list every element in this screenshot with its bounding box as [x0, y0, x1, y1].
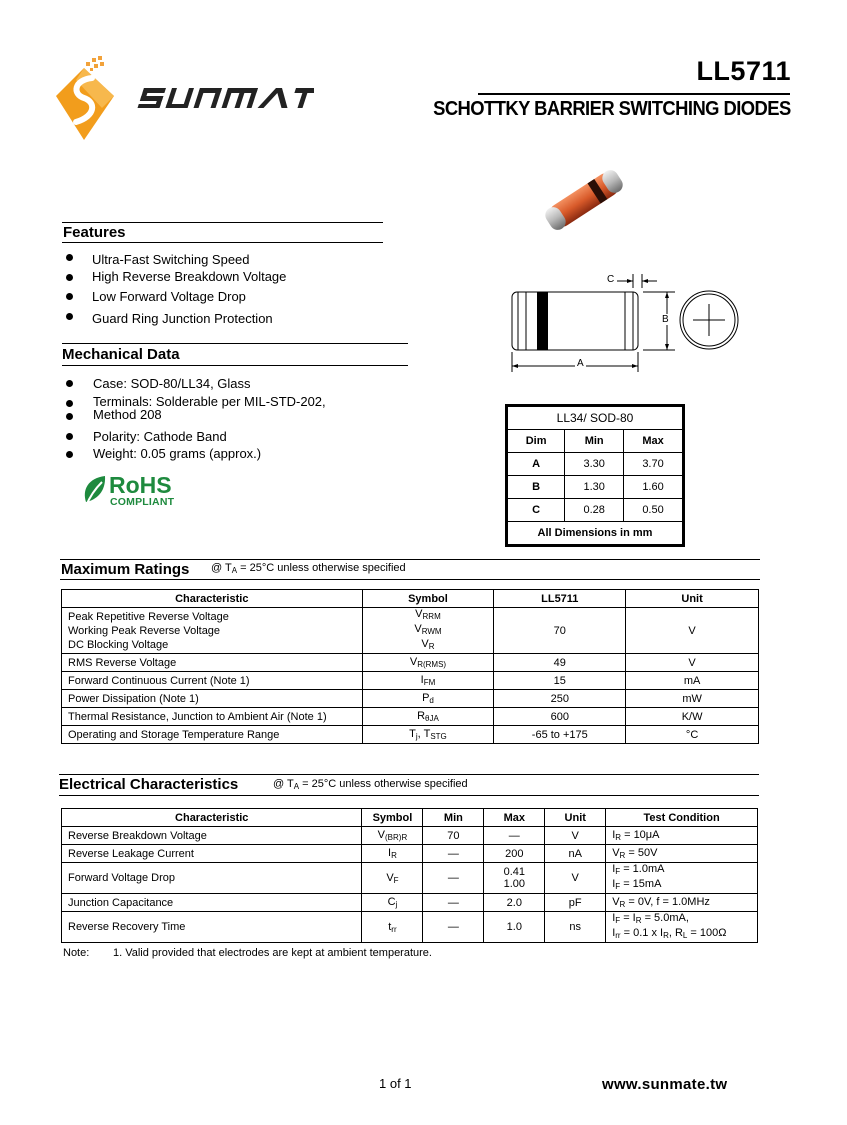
value: 70 — [494, 608, 626, 654]
col-header: Symbol — [362, 809, 423, 827]
symbol-main: , T — [417, 728, 431, 740]
min: — — [423, 912, 484, 943]
condition-prefix: @ T — [273, 778, 294, 790]
symbol-main: V — [386, 871, 394, 884]
feature-item: High Reverse Breakdown Voltage — [92, 269, 287, 284]
tc: V — [612, 847, 620, 859]
mechanical-list — [66, 375, 406, 465]
tc-sub: R — [619, 851, 626, 860]
col-header: Unit — [545, 809, 606, 827]
dim-cell: 1.30 — [565, 476, 624, 499]
bullet-icon — [66, 451, 73, 458]
features-top-rule — [62, 222, 383, 223]
mechanical-item: Case: SOD-80/LL34, Glass — [93, 376, 251, 391]
table-row — [62, 672, 759, 690]
tc: = 50V — [625, 847, 658, 859]
tc: V — [612, 896, 620, 908]
dim-cell: 0.28 — [565, 499, 624, 522]
dim-cell: 3.30 — [565, 453, 624, 476]
feature-item: Ultra-Fast Switching Speed — [92, 252, 250, 267]
characteristic: Forward Voltage Drop — [62, 863, 362, 894]
symbol-main: I — [420, 674, 424, 686]
features-title: Features — [63, 224, 126, 241]
tc: = 1.0mA — [620, 863, 665, 875]
unit: K/W — [626, 708, 759, 726]
characteristic: Power Dissipation (Note 1) — [62, 690, 363, 708]
mechanical-item: Method 208 — [93, 407, 162, 422]
col-header: Min — [423, 809, 484, 827]
symbol-sub: R(RMS) — [417, 660, 447, 669]
note-label: Note: — [63, 947, 90, 959]
dim-table-footer: All Dimensions in mm — [508, 522, 683, 545]
symbol-main: P — [422, 692, 430, 704]
symbol — [362, 894, 423, 912]
bullet-icon — [66, 293, 73, 300]
tc: = 10μA — [621, 829, 660, 841]
tc-sub: F — [615, 916, 621, 925]
min: — — [423, 863, 484, 894]
symbol-main: T — [409, 728, 416, 740]
features-list — [66, 250, 386, 330]
characteristic: Reverse Breakdown Voltage — [62, 827, 362, 845]
tc-sub: F — [615, 867, 621, 876]
characteristic: DC Blocking Voltage — [68, 638, 169, 651]
symbol-main: t — [388, 920, 392, 933]
elec-table — [61, 808, 758, 943]
test-condition — [606, 827, 758, 845]
value: 15 — [494, 672, 626, 690]
diode-photo-icon — [534, 160, 634, 240]
unit: V — [626, 608, 759, 654]
tc-sub: R — [663, 931, 669, 940]
dim-col-header: Max — [624, 430, 683, 453]
tc: = 100Ω — [687, 927, 727, 939]
header-rule — [478, 93, 790, 95]
table-row — [508, 499, 683, 522]
table-row — [508, 453, 683, 476]
unit: nA — [545, 845, 606, 863]
page-subtitle: SCHOTTKY BARRIER SWITCHING DIODES — [433, 98, 791, 120]
symbol — [362, 863, 423, 894]
col-header: Unit — [626, 590, 759, 608]
dim-label-c: C — [607, 274, 615, 285]
characteristic: Operating and Storage Temperature Range — [62, 726, 363, 744]
mechanical-bottom-rule — [62, 365, 408, 366]
characteristic: Reverse Recovery Time — [62, 912, 362, 943]
unit: V — [545, 863, 606, 894]
mechanical-item: Terminals: Solderable per MIL-STD-202, — [93, 394, 326, 409]
dim-cell: B — [508, 476, 565, 499]
min: 70 — [423, 827, 484, 845]
max: 200 — [484, 845, 545, 863]
dimension-table — [505, 404, 685, 547]
characteristic: RMS Reverse Voltage — [62, 654, 363, 672]
max-value: 1.00 — [503, 878, 526, 890]
symbol-main: V — [414, 623, 422, 635]
tc-sub: R — [619, 900, 626, 909]
condition-sub: A — [293, 782, 300, 791]
table-row — [62, 654, 759, 672]
bullet-icon — [66, 254, 73, 261]
tc: = I — [620, 912, 636, 924]
symbol — [362, 845, 423, 863]
rohs-badge — [82, 474, 192, 510]
symbol-main: V — [421, 638, 429, 650]
max-ratings-top-rule — [60, 559, 760, 560]
rohs-label: RoHS — [109, 472, 172, 498]
condition-rest: = 25°C unless otherwise specified — [237, 562, 406, 574]
unit: ns — [545, 912, 606, 943]
symbol-main: R — [417, 710, 426, 722]
symbol-sub: (BR)R — [385, 833, 408, 842]
table-row — [62, 608, 759, 654]
max-ratings-title: Maximum Ratings — [61, 561, 190, 578]
characteristic: Forward Continuous Current (Note 1) — [62, 672, 363, 690]
symbol-sub: STG — [430, 732, 447, 741]
mechanical-item: Polarity: Cathode Band — [93, 429, 227, 444]
symbol-sub: θJA — [425, 714, 439, 723]
test-condition — [606, 845, 758, 863]
col-header: LL5711 — [494, 590, 626, 608]
symbol-main: I — [388, 847, 392, 859]
dim-label-b: B — [662, 314, 669, 325]
symbol-sub: R — [391, 851, 397, 860]
diode-photo — [534, 160, 634, 240]
condition-rest: = 25°C unless otherwise specified — [299, 778, 468, 790]
symbol-sub: j — [395, 900, 398, 909]
symbol-main: V — [409, 656, 418, 668]
tc: = 0.1 x I — [620, 927, 664, 939]
elec-title: Electrical Characteristics — [59, 776, 239, 793]
test-condition — [606, 894, 758, 912]
table-row — [62, 690, 759, 708]
max: — — [484, 827, 545, 845]
symbol-main: V — [415, 608, 423, 620]
tc: I — [612, 878, 616, 890]
sunmate-logo-icon — [52, 56, 314, 144]
tc: = 0V, f = 1.0MHz — [625, 896, 710, 908]
tc-sub: R — [635, 916, 642, 925]
feature-item: Guard Ring Junction Protection — [92, 311, 273, 326]
unit: °C — [626, 726, 759, 744]
unit: mA — [626, 672, 759, 690]
symbol — [369, 638, 488, 653]
mechanical-top-rule — [62, 343, 408, 344]
symbol-sub: F — [393, 875, 399, 885]
part-number: LL5711 — [696, 56, 791, 86]
tc: I — [612, 927, 616, 939]
package-drawing — [505, 268, 745, 378]
symbol-main: V — [377, 829, 385, 841]
symbol-sub: rr — [391, 924, 397, 934]
characteristic: Thermal Resistance, Junction to Ambient Air (Note 1) — [62, 708, 363, 726]
table-row — [62, 726, 759, 744]
rohs-compliant: COMPLIANT — [110, 496, 175, 508]
characteristic: Peak Repetitive Reverse Voltage — [68, 610, 229, 623]
elec-top-rule — [59, 774, 759, 775]
tc: = 15mA — [620, 878, 662, 890]
elec-bottom-rule — [59, 795, 759, 796]
dim-cell: 0.50 — [624, 499, 683, 522]
symbol-sub: FM — [423, 678, 436, 687]
website-url: www.sunmate.tw — [602, 1076, 728, 1093]
page-number: 1 of 1 — [379, 1076, 412, 1091]
table-row — [62, 894, 758, 912]
symbol-sub: RWM — [421, 627, 442, 636]
features-bottom-rule — [62, 242, 383, 243]
test-condition — [606, 912, 758, 943]
min: — — [423, 894, 484, 912]
tc: I — [612, 863, 616, 875]
value: -65 to +175 — [494, 726, 626, 744]
unit: V — [545, 827, 606, 845]
symbol — [369, 623, 488, 638]
bullet-icon — [66, 380, 73, 387]
symbol — [362, 726, 494, 744]
feature-item: Low Forward Voltage Drop — [92, 289, 246, 304]
bullet-icon — [66, 313, 73, 320]
tc-sub: F — [615, 882, 621, 891]
symbol-sub: R — [428, 642, 435, 651]
bullet-icon — [66, 433, 73, 440]
max: 2.0 — [484, 894, 545, 912]
dim-label-a: A — [577, 358, 584, 369]
package-outline-icon — [505, 268, 745, 378]
symbol — [362, 708, 494, 726]
value: 49 — [494, 654, 626, 672]
symbol-sub: j — [415, 732, 418, 741]
characteristic: Junction Capacitance — [62, 894, 362, 912]
symbol-sub: d — [429, 696, 434, 705]
bullet-icon — [66, 274, 73, 281]
unit: pF — [545, 894, 606, 912]
dim-col-header: Dim — [508, 430, 565, 453]
mechanical-item: Weight: 0.05 grams (approx.) — [93, 446, 262, 461]
leaf-icon — [82, 474, 108, 508]
tc: I — [612, 912, 616, 924]
unit: mW — [626, 690, 759, 708]
col-header: Max — [484, 809, 545, 827]
mechanical-title: Mechanical Data — [62, 346, 180, 363]
dim-table-title: LL34/ SOD-80 — [508, 407, 683, 430]
max-ratings-condition — [211, 562, 406, 575]
test-condition — [606, 863, 758, 894]
condition-prefix: @ T — [211, 562, 232, 574]
unit: V — [626, 654, 759, 672]
tc-sub: R — [615, 833, 622, 842]
symbol — [362, 654, 494, 672]
symbol — [362, 672, 494, 690]
table-row — [62, 845, 758, 863]
characteristic: Reverse Leakage Current — [62, 845, 362, 863]
value: 250 — [494, 690, 626, 708]
tc: I — [612, 829, 616, 841]
condition-sub: A — [231, 566, 238, 575]
dim-col-header: Min — [565, 430, 624, 453]
table-row — [62, 863, 758, 894]
table-row — [508, 476, 683, 499]
bullet-icon — [66, 400, 73, 407]
col-header: Characteristic — [62, 809, 362, 827]
dim-cell: 1.60 — [624, 476, 683, 499]
symbol — [369, 608, 488, 623]
note-text: 1. Valid provided that electrodes are kept at ambient temperature. — [113, 947, 432, 959]
col-header: Characteristic — [62, 590, 363, 608]
table-row — [62, 708, 759, 726]
tc: = 5.0mA, — [641, 912, 689, 924]
tc: , R — [668, 927, 683, 939]
col-header: Symbol — [362, 590, 494, 608]
tc-sub: rr — [615, 931, 621, 940]
symbol — [362, 912, 423, 943]
symbol-main: C — [387, 896, 396, 908]
min: — — [423, 845, 484, 863]
max — [484, 863, 545, 894]
table-row — [62, 827, 758, 845]
tc-sub: L — [682, 931, 688, 940]
symbol-sub: RRM — [422, 612, 441, 621]
max-ratings-bottom-rule — [60, 579, 760, 580]
sunmate-logo — [52, 56, 314, 144]
dim-cell: 3.70 — [624, 453, 683, 476]
symbol — [362, 827, 423, 845]
value: 600 — [494, 708, 626, 726]
max-value: 0.41 — [503, 866, 526, 878]
dim-cell: A — [508, 453, 565, 476]
table-row — [62, 912, 758, 943]
characteristic: Working Peak Reverse Voltage — [68, 624, 221, 637]
max-ratings-table — [61, 589, 759, 744]
dim-cell: C — [508, 499, 565, 522]
col-header: Test Condition — [606, 809, 758, 827]
symbol — [362, 690, 494, 708]
bullet-icon — [66, 413, 73, 420]
cathode-band — [537, 292, 548, 350]
max: 1.0 — [484, 912, 545, 943]
elec-condition — [273, 778, 468, 791]
